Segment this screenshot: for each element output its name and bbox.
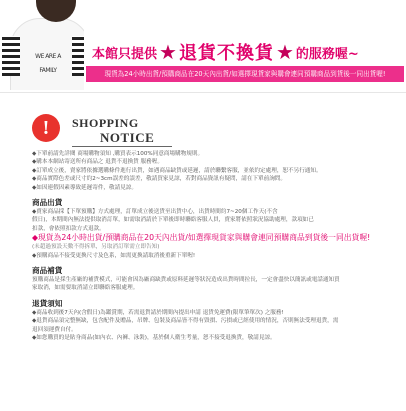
- return-line: ◆退貨商品須完整無缺，包含配件及贈品，吊牌、包裝及商品皆不得有毀損、污損或已經使用的情況，否則無法受理退貨，需: [32, 318, 339, 325]
- headline-suffix: 的服務喔~: [295, 46, 359, 62]
- intro-line: ◆購本本網站寄送所有商品之 退貨不退換貨 服務喔。: [32, 159, 163, 166]
- headline-prefix: 本館只提供: [92, 46, 158, 62]
- shipping-note: (未超過預設天數不得拆單，另取消訂單需立即告知): [32, 244, 160, 251]
- striped-sleeve-left: [2, 36, 20, 76]
- return-line: 退回須運費自付。: [32, 326, 77, 333]
- banner-headline: [92, 36, 404, 68]
- shipping-line: 假日)，本期間內無法提供取消訂單，如需取消請於下單後即時聯絡客服人員，賣家將依照狀況協助處理，款項如已: [32, 217, 314, 224]
- model-photo: [2, 0, 84, 90]
- shopping-notice-header: [32, 112, 232, 148]
- intro-line: ◆訂單成立後，賣家將依據選購條件進行出貨，如遇商品缺貨或延遲，請於聯繫客服，並依約定處理，恕不另行通知。: [32, 167, 322, 174]
- restock-line: 家取消，如需要取消請立即聯絡客服處理。: [32, 285, 139, 292]
- restock-line: 預購商品是採生產廠的補貨模式，可能會因為廠商缺貨或原料延遲等狀況造成出貨時間拉長，一定會盡快以簡訊或電話通知買: [32, 277, 340, 284]
- intro-line: ◆下單前請先詳閱 商場購物須知 ,購買表示100%同意商場購物規則。: [32, 151, 204, 157]
- notice-title-1: SHOPPING: [72, 116, 139, 130]
- return-line: ◆商品收到後7天內(含假日)為鑑賞期，若需退貨請於期間內提出申請 退貨免運費(限單筆單次) 之服務!: [32, 309, 284, 316]
- shirt-print: WE ARE A FAMILY: [35, 53, 61, 74]
- shipping-note: ◆預購商品不接受更換尺寸及色系，如需更換請取消後重新下單喔!: [32, 252, 196, 259]
- section-title-restock: 商品補貨: [32, 266, 63, 276]
- star-icon: ★: [159, 40, 177, 64]
- headline-main: 退貨不換貨: [178, 43, 274, 64]
- shipping-line: 扣款，會依照扣款方式退款。: [32, 225, 105, 232]
- alert-icon: !: [32, 114, 60, 142]
- section-title-return: 退貨須知: [32, 298, 63, 308]
- return-line: ◆如您購買的是貼身商品(如內衣、內褲、泳裝)，基於個人衛生考量，恕不接受退換貨，敬請見諒。: [32, 335, 276, 342]
- notice-title-2: NOTICE: [100, 130, 155, 145]
- section-title-shipping: 商品出貨: [32, 198, 63, 208]
- notice-content: [32, 150, 392, 343]
- striped-sleeve-right: [72, 36, 84, 76]
- section-divider: [0, 92, 406, 93]
- promo-banner: [0, 0, 406, 90]
- shipping-highlight: ◆現貨為24小時出貨/預購商品在20天內出貨/如選擇現貨家與購會連同預購商品到貨後一同出貨喔!: [32, 233, 371, 243]
- intro-line: ◆商品實際色差或尺寸約2~3cm誤差的誤差，敬請買家見諒，若對商品資訊有疑問，請在下單前詢問。: [32, 176, 286, 183]
- intro-line: ◆如因連假因素導致延遲寄件，敬請見諒。: [32, 184, 137, 191]
- title-underline: [72, 146, 172, 147]
- star-icon: ★: [275, 40, 294, 64]
- shipping-line: ◆賣家商品採【下單預購】方式處理，訂單成立後送貨至出貨中心，出貨時間約7~20個工作天(不含: [32, 209, 278, 216]
- shipping-notice-bar: 現貨為24小時出貨/預購商品在20天內出貨/如選擇現貨家與購會連同預購商品到貨後一同出貨喔!: [86, 66, 404, 82]
